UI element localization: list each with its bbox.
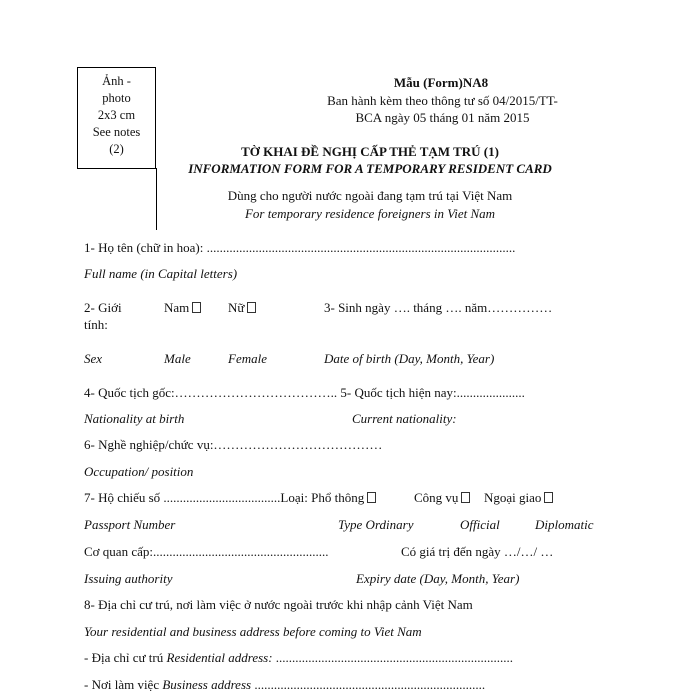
gender-label-vi-a: 2- Giới bbox=[84, 300, 122, 315]
passport-field bbox=[84, 490, 376, 506]
sex-label-en: Sex bbox=[84, 351, 103, 366]
business-address-field bbox=[84, 677, 485, 693]
passport-label-vi: 7- Hộ chiếu số ....................................Loại: Phổ thông bbox=[84, 490, 365, 505]
diplomatic-label-vi: Ngoại giao bbox=[484, 490, 542, 505]
expiry-date-label-en: Expiry date (Day, Month, Year) bbox=[356, 571, 520, 586]
residential-address-label-vi: - Địa chỉ cư trú bbox=[84, 650, 164, 665]
photo-line-3: 2x3 cm bbox=[97, 108, 136, 122]
male-label-en: Male bbox=[164, 351, 191, 366]
type-ordinary-label-en: Type Ordinary bbox=[338, 517, 414, 532]
photo-line-4: See notes bbox=[92, 125, 141, 139]
issuing-authority-field: Cơ quan cấp:...................................................... bbox=[84, 544, 329, 559]
business-address-dots: ....................................................................... bbox=[251, 677, 486, 692]
passport-diplomatic-checkbox[interactable] bbox=[544, 492, 553, 503]
photo-line-2: photo bbox=[102, 91, 131, 105]
business-address-label-vi: - Nơi làm việc bbox=[84, 677, 160, 692]
passport-ordinary-checkbox[interactable] bbox=[367, 492, 376, 503]
official-label-vi: Công vụ bbox=[414, 490, 459, 505]
passport-diplomatic-option[interactable] bbox=[484, 490, 553, 506]
nationality-birth-label-en: Nationality at birth bbox=[84, 411, 185, 426]
form-code: Mẫu (Form)NA8 bbox=[393, 75, 489, 90]
residential-address-label-en: Residential address: bbox=[166, 650, 273, 665]
form-title-vi: TỜ KHAI ĐỀ NGHỊ CẤP THẺ TẠM TRÚ (1) bbox=[241, 144, 499, 159]
nationality-field: 4- Quốc tịch gốc:……………………………….. 5- Quốc tịch hiện nay:..................... bbox=[84, 385, 525, 400]
photo-line-5: (2) bbox=[109, 142, 124, 156]
full-name-field: 1- Họ tên (chữ in hoa): ............................................................................................... bbox=[84, 240, 516, 255]
current-nationality-label-en: Current nationality: bbox=[352, 411, 457, 426]
form-subtitle-en: For temporary residence foreigners in Viet Nam bbox=[244, 206, 496, 221]
female-checkbox[interactable] bbox=[247, 302, 256, 313]
official-label-en: Official bbox=[460, 517, 500, 532]
gender-female-option[interactable] bbox=[228, 300, 256, 316]
residential-address-field bbox=[84, 650, 513, 666]
female-label-vi: Nữ bbox=[228, 300, 245, 315]
issued-by-line-2: BCA ngày 05 tháng 01 năm 2015 bbox=[355, 110, 530, 125]
previous-address-heading-vi: 8- Địa chỉ cư trú, nơi làm việc ở nước ngoài trước khi nhập cảnh Việt Nam bbox=[84, 597, 473, 612]
form-subtitle-vi: Dùng cho người nước ngoài đang tạm trú tại Việt Nam bbox=[227, 188, 513, 203]
gender-label-vi-b: tính: bbox=[84, 317, 108, 332]
male-checkbox[interactable] bbox=[192, 302, 201, 313]
residential-address-dots: ......................................................................... bbox=[272, 650, 514, 665]
passport-official-option[interactable] bbox=[414, 490, 470, 506]
expiry-date-field: Có giá trị đến ngày …/…/ … bbox=[401, 544, 554, 559]
passport-official-checkbox[interactable] bbox=[461, 492, 470, 503]
previous-address-heading-en: Your residential and business address before coming to Viet Nam bbox=[84, 624, 422, 639]
date-of-birth-field: 3- Sinh ngày …. tháng …. năm…………… bbox=[324, 300, 553, 315]
business-address-label-en: Business address bbox=[162, 677, 252, 692]
photo-instructions bbox=[77, 73, 156, 158]
passport-number-label-en: Passport Number bbox=[84, 517, 176, 532]
diplomatic-label-en: Diplomatic bbox=[535, 517, 594, 532]
male-label-vi: Nam bbox=[164, 300, 190, 315]
issuing-authority-label-en: Issuing authority bbox=[84, 571, 173, 586]
form-title-en: INFORMATION FORM FOR A TEMPORARY RESIDENT CARD bbox=[188, 161, 552, 176]
photo-divider-line bbox=[156, 168, 157, 230]
occupation-label-en: Occupation/ position bbox=[84, 464, 194, 479]
occupation-field: 6- Nghề nghiệp/chức vụ:………………………………… bbox=[84, 437, 383, 452]
issued-by-line-1: Ban hành kèm theo thông tư số 04/2015/TT- bbox=[327, 93, 558, 108]
dob-label-en: Date of birth (Day, Month, Year) bbox=[324, 351, 495, 366]
full-name-label-en: Full name (in Capital letters) bbox=[84, 266, 238, 281]
photo-line-1: Ảnh - bbox=[102, 74, 131, 88]
gender-male-option[interactable] bbox=[164, 300, 201, 316]
female-label-en: Female bbox=[228, 351, 267, 366]
